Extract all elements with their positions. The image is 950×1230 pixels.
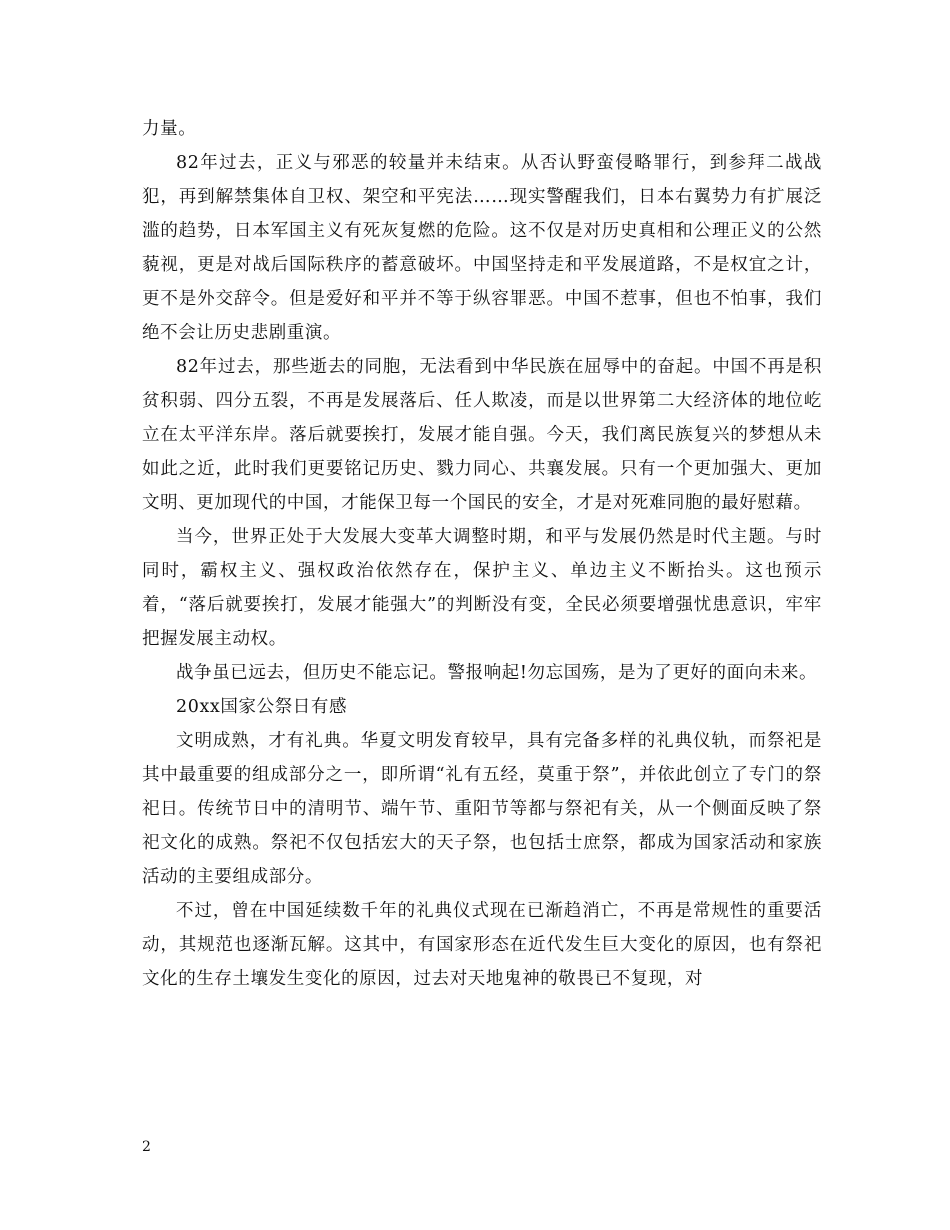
paragraph-2: 82年过去，正义与邪恶的较量并未结束。从否认野蛮侵略罪行，到参拜二战战犯，再到解禁集体自卫权、架空和平宪法……现实警醒我们，日本右翼势力有扩展泛滥的趋势，日本军国主义有死灰复燃的危险。这不仅是对历史真相和公理正义的公然藐视，更是对战后国际秩序的蓄意破坏。中国坚持走和平发展道路，不是权宜之计，更不是外交辞令。但是爱好和平并不等于纵容罪恶。中国不惹事，但也不怕事，我们绝不会让历史悲剧重演。 [142,153,822,343]
paragraph-4: 当今，世界正处于大发展大变革大调整时期，和平与发展仍然是时代主题。与时同时，霸权主义、强权政治依然存在，保护主义、单边主义不断抬头。这也预示着，“落后就要挨打，发展才能强大”的判断没有变，全民必须要增强忧患意识，牢牢把握发展主动权。 [142,527,822,649]
paragraph-6: 文明成熟，才有礼典。华夏文明发育较早，具有完备多样的礼典仪轨，而祭祀是其中最重要的组成部分之一，即所谓“礼有五经，莫重于祭”，并依此创立了专门的祭祀日。传统节日中的清明节、端午节、重阳节等都与祭祀有关，从一个侧面反映了祭祀文化的成熟。祭祀不仅包括宏大的天子祭，也包括士庶祭，都成为国家活动和家族活动的主要组成部分。 [142,731,822,887]
paragraph-1: 力量。 [142,119,197,139]
document-body [142,112,822,996]
paragraph-7: 不过，曾在中国延续数千年的礼典仪式现在已渐趋消亡，不再是常规性的重要活动，其规范也逐渐瓦解。这其中，有国家形态在近代发生巨大变化的原因，也有祭祀文化的生存土壤发生变化的原因，过去对天地鬼神的敬畏已不复现，对 [142,901,822,989]
section-heading: 20xx国家公祭日有感 [176,697,348,717]
paragraph-5: 战争虽已远去，但历史不能忘记。警报响起!勿忘国殇，是为了更好的面向未来。 [176,663,818,683]
paragraph-3: 82年过去，那些逝去的同胞，无法看到中华民族在屈辱中的奋起。中国不再是积贫积弱、四分五裂，不再是发展落后、任人欺凌，而是以世界第二大经济体的地位屹立在太平洋东岸。落后就要挨打，发展才能自强。今天，我们离民族复兴的梦想从未如此之近，此时我们更要铭记历史、戮力同心、共襄发展。只有一个更加强大、更加文明、更加现代的中国，才能保卫每一个国民的安全，才是对死难同胞的最好慰藉。 [142,357,822,513]
page-number: 2 [142,1139,151,1155]
